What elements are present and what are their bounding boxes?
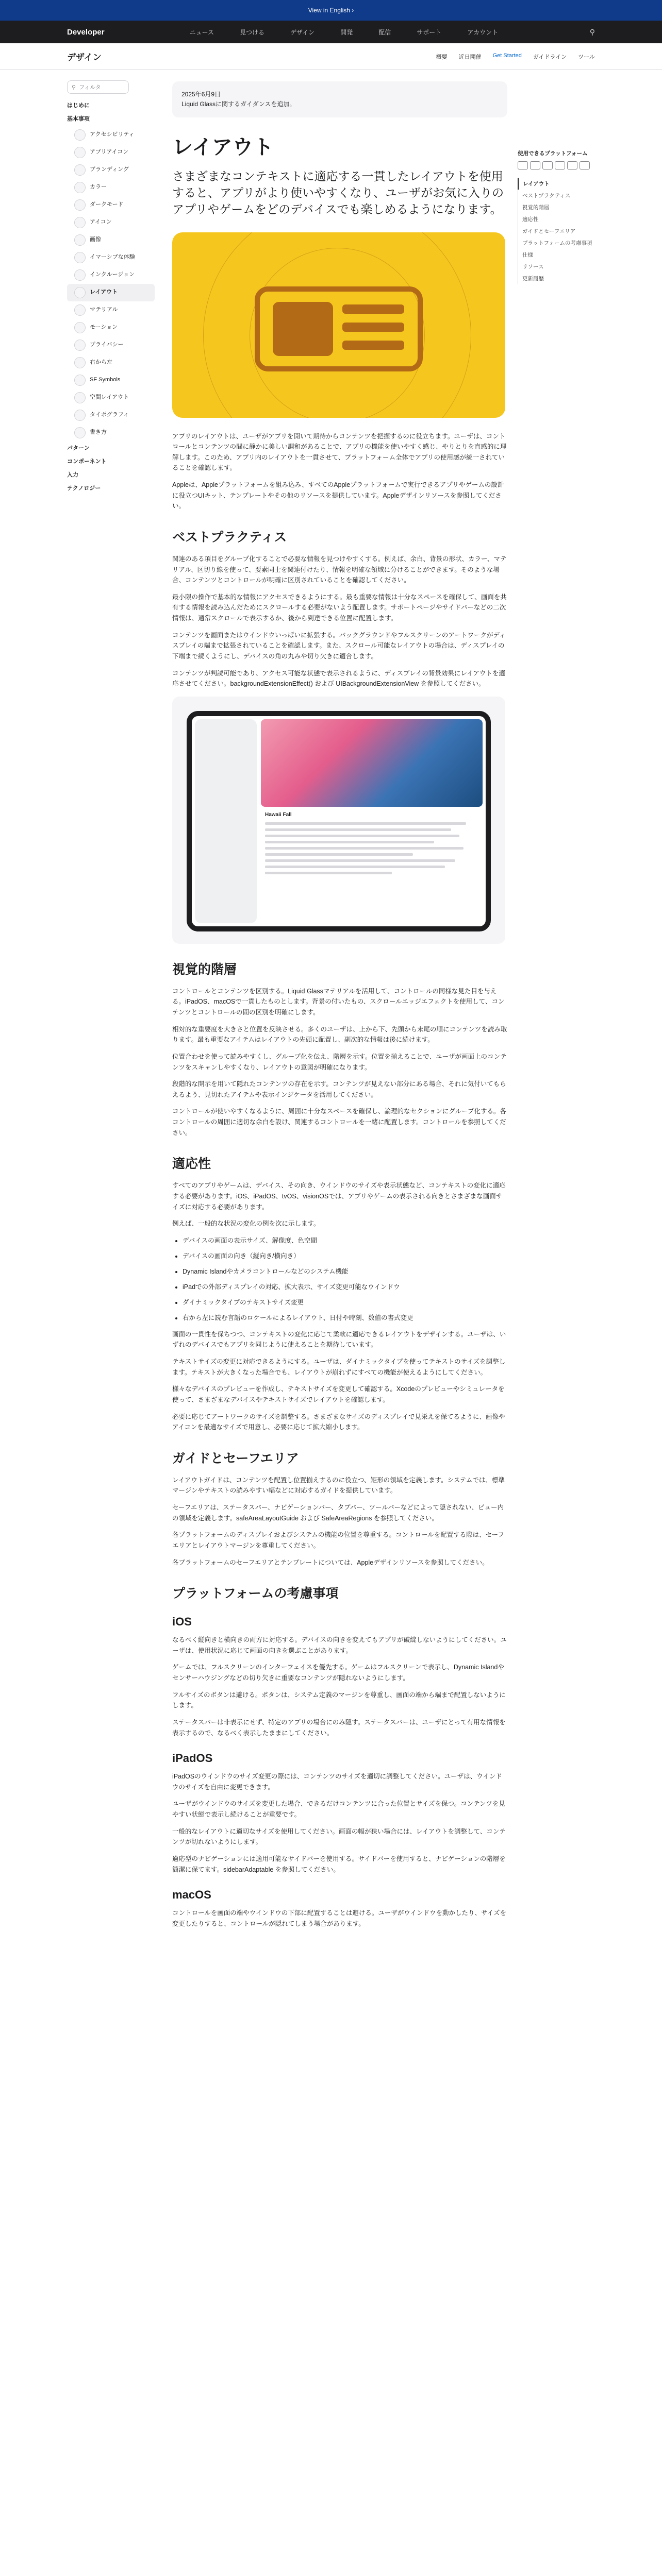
sidebar-item-patterns[interactable]: パターン [67, 445, 90, 451]
adapt-paragraph: テキストサイズの変更に対応できるようにする。ユーザは、ダイナミックタイプを使ってテキストのサイズを調整します。テキストが大きくなった場合でも、レイアウトが崩れずにすべての機能が使えるようにしてください。 [172, 1358, 506, 1376]
intro-paragraph: アプリのレイアウトは、ユーザがアプリを開いて期待からコンテンツを把握するのに役立ちます。ユーザは、コントロールとコンテンツの間に静かに美しい調和があることで、アプリの機能を使いやすく感じ、やりとりを直感的に理解します。このため、アプリ内のレイアウトを一貫させて、プラットフォーム全体でアプリの使用感が統一されていることを確認します。 [172, 432, 507, 472]
sidebar-item-spatial-layout[interactable]: 空間レイアウト [67, 389, 155, 406]
sidebar-item-inclusion[interactable]: インクルージョン [67, 266, 155, 284]
best-practice-paragraph: コンテンツが判読可能であり、アクセス可能な状態で表示されるように、ディスプレイの背景効果にレイアウトを適応させてください。backgroundExtensionEffect() および UIBackgroundExtensionView を参照してください。 [172, 669, 505, 688]
sidebar-item-immersive[interactable]: イマーシブな体験 [67, 249, 155, 266]
heading-platform-considerations: プラットフォームの考慮事項 [172, 1586, 339, 1601]
toc-item[interactable]: 更新履歴 [518, 273, 595, 284]
inclusion-icon [74, 269, 86, 281]
ios-paragraph: ゲームでは、フルスクリーンのインターフェイスを優先する。ゲームはフルスクリーンで表示し、Dynamic Islandやセンサーハウジングなどの切り欠きに重要なコンテンツが隠れないようにします。 [172, 1664, 504, 1682]
nav-design[interactable]: デザイン [290, 28, 315, 36]
ipad-caption: Hawaii Fall [265, 811, 292, 818]
toc-item[interactable]: ベストプラクティス [518, 190, 595, 201]
tv-icon [555, 161, 565, 170]
platform-icons [518, 161, 595, 170]
sidebar-item-motion[interactable]: モーション [67, 319, 155, 336]
writing-icon [74, 427, 86, 438]
materials-icon [74, 304, 86, 316]
localnav-get-started[interactable]: Get Started [492, 52, 522, 59]
best-practice-paragraph: 関連のある項目をグループ化することで必要な情報を見つけやすくする。例えば、余白、背景の形状、カラー、マテリアル、区切り線を使って、要素同士を関連付けたり、情報を明確な領域に分けることができます。そのような場合、コンテンツとコントロールが明確に区別されていることを確認してください。 [172, 555, 507, 584]
sidebar-item-branding[interactable]: ブランディング [67, 161, 155, 179]
nav-discover[interactable]: 見つける [240, 28, 265, 36]
sidebar-item-sf-symbols[interactable]: SF Symbols [67, 371, 155, 389]
heading-visual-hierarchy: 視覚的階層 [172, 962, 237, 977]
visual-paragraph: 相対的な重要度を大きさと位置を反映させる。多くのユーザは、上から下、先頭から末尾の順にコンテンツを読み取ります。最も重要なアイテムはレイアウトの先頭に配置し、副次的な情報は後に続けます。 [172, 1025, 507, 1044]
sidebar-item-typography[interactable]: タイポグラフィ [67, 406, 155, 424]
list-item: • 右から左に読む言語のロケールによるレイアウト、日付や時刻、数値の書式変更 [183, 1313, 507, 1323]
ipad-device-frame [187, 711, 491, 931]
nav-develop[interactable]: 開発 [340, 28, 353, 36]
heading-guides-safe-areas: ガイドとセーフエリア [172, 1451, 299, 1466]
privacy-icon [74, 340, 86, 351]
ipados-paragraph: iPadOSのウインドウのサイズ変更の際には、コンテンツのサイズを適切に調整してください。ユーザは、ウインドウのサイズを自由に変更できます。 [172, 1773, 502, 1791]
heading-macos: macOS [172, 1888, 211, 1902]
toc-heading: 使用できるプラットフォーム [518, 150, 588, 157]
images-icon [74, 234, 86, 246]
note-text: Liquid Glassに関するガイダンスを追加。 [181, 100, 296, 108]
localnav-upcoming[interactable]: 近日開催 [458, 54, 482, 60]
toc-item[interactable]: 視覚的階層 [518, 201, 595, 213]
ipados-paragraph: ユーザがウインドウのサイズを変更した場合、できるだけコンテンツに合った位置とサイズを保つ。コンテンツを見やすい状態で表示し続けることが重要です。 [172, 1800, 505, 1819]
ios-paragraph: なるべく縦向きと横向きの両方に対応する。デバイスの向きを変えてもアプリが破綻しないようにしてください。ユーザは、使用状況に応じて画面の向きを選ぶことがあります。 [172, 1636, 507, 1654]
branding-icon [74, 164, 86, 176]
toc-item[interactable]: レイアウト [518, 178, 595, 190]
view-in-english-link[interactable]: View in English › [308, 7, 354, 14]
sidebar-item-materials[interactable]: マテリアル [67, 301, 155, 319]
list-item: • iPadでの外部ディスプレイの対応、拡大表示、サイズ変更可能なウインドウ [183, 1282, 507, 1292]
icons-icon [74, 217, 86, 228]
sidebar-item-foundations[interactable]: 基本事項 [67, 116, 90, 123]
sidebar-item-privacy[interactable]: プライバシー [67, 336, 155, 354]
iphone-icon [518, 161, 528, 170]
heading-ipados: iPadOS [172, 1752, 213, 1765]
immersive-icon [74, 252, 86, 263]
app-icon-icon [74, 147, 86, 158]
global-nav-links [129, 28, 559, 37]
language-banner[interactable] [0, 0, 662, 21]
sidebar-item-rtl[interactable]: 右から左 [67, 354, 155, 371]
list-item: • デバイスの画面の表示サイズ、解像度、色空間 [183, 1235, 507, 1246]
nav-news[interactable]: ニュース [189, 28, 214, 36]
rtl-icon [74, 357, 86, 368]
sidebar-item-app-icons[interactable]: アプリアイコン [67, 144, 155, 161]
macos-paragraph: コントロールを画面の端やウインドウの下部に配置することは避ける。ユーザがウインドウを動かしたり、サイズを変更したりすると、コントロールが隠れてしまう場合があります。 [172, 1909, 507, 1927]
content-block-shape [273, 302, 333, 356]
sidebar [67, 70, 155, 1935]
sf-symbols-icon [74, 375, 86, 386]
developer-brand[interactable]: Developer [67, 27, 105, 37]
best-practice-paragraph: コンテンツを画面またはウインドウいっぱいに拡張する。バックグラウンドやフルスクリーンのアートワークがディスプレイの端まで拡張されていることを確認します。また、スクロール可能なレイアウトの場合は、ディスプレイの下端まで続くようにし、デバイスの角の丸みや切り欠きに適合します。 [172, 631, 506, 660]
motion-icon [74, 322, 86, 333]
nav-support[interactable]: サポート [417, 28, 442, 36]
heading-best-practices: ベストプラクティス [172, 530, 287, 545]
adapt-list-intro: 例えば、一般的な状況の変化の例を次に示します。 [172, 1220, 320, 1228]
toc-item[interactable]: プラットフォームの考慮事項 [518, 237, 595, 249]
sidebar-item-technologies[interactable]: テクノロジー [67, 485, 101, 492]
ios-paragraph: フルサイズのボタンは避ける。ボタンは、システム定義のマージンを尊重し、画面の端から端まで配置しないようにします。 [172, 1691, 506, 1709]
guides-paragraph: 各プラットフォームのディスプレイおよびシステムの機能の位置を尊重する。コントロールを配置する際は、セーフエリアとレイアウトマージンを尊重してください。 [172, 1531, 505, 1549]
section-title[interactable]: デザイン [67, 53, 102, 62]
page-title: レイアウト [172, 136, 274, 159]
nav-distribute[interactable]: 配信 [378, 28, 391, 36]
adapt-paragraph: 必要に応じてアートワークのサイズを調整する。さまざまなサイズのディスプレイで見栄えを保てるように、画像やアイコンを最適なサイズで用意し、必要に応じて拡大縮小します。 [172, 1413, 505, 1431]
filter-placeholder: フィルタ [79, 84, 101, 91]
mac-icon [542, 161, 553, 170]
layout-hero-illustration [172, 232, 505, 418]
visual-paragraph: 段階的な開示を用いて隠れたコンテンツの存在を示す。コンテンツが見えない部分にある場合、それに気付いてもらえるよう、見切れたアイテムや表示インジケータを活用してください。 [172, 1080, 506, 1098]
note-date: 2025年6月9日 [181, 91, 221, 98]
sidebar-item-layout[interactable]: レイアウト [67, 284, 155, 301]
localnav-overview[interactable]: 概要 [436, 54, 448, 60]
list-item: • デバイスの画面の向き（縦向き/横向き） [183, 1251, 507, 1261]
magnifier-icon[interactable]: ⚲ [589, 27, 595, 36]
local-nav-links [436, 53, 595, 61]
best-practice-paragraph: 最小限の操作で基本的な情報にアクセスできるようにする。最も重要な情報は十分なスペースを確保して、画面を共有する情報を読み込んだためにスクロールする必要がないよう配置します。サポートページやサイドバーなどの二次情報は、通常スクロールで表示するか、後から到達できる位置に配置します。 [172, 593, 507, 622]
sidebar-item-images[interactable]: 画像 [67, 231, 155, 249]
ios-paragraph: ステータスバーは非表示にせず、特定のアプリの場合にのみ隠す。ステータスバーは、ユーザにとって有用な情報を表示するので、なるべく表示したままにしてください。 [172, 1718, 506, 1737]
local-nav [0, 43, 662, 70]
sidebar-item-dark-mode[interactable]: ダークモード [67, 196, 155, 214]
toc-item[interactable]: ガイドとセーフエリア [518, 225, 595, 237]
guides-paragraph: 各プラットフォームのセーフエリアとテンプレートについては、Appleデザインリソースを参照してください。 [172, 1558, 489, 1566]
ipad-example-figure [172, 697, 505, 944]
ipad-icon [530, 161, 540, 170]
global-nav [0, 21, 662, 43]
spatial-layout-icon [74, 392, 86, 403]
color-icon [74, 182, 86, 193]
ipados-paragraph: 一般的なレイアウトに適切なサイズを使用してください。画面の幅が狭い場合には、レイアウトを調整して、コンテンツが切れないようにします。 [172, 1827, 506, 1846]
layout-icon [74, 287, 86, 298]
sidebar-item-icons[interactable]: アイコン [67, 214, 155, 231]
sidebar-item-getting-started[interactable]: はじめに [67, 103, 90, 109]
visual-paragraph: 位置合わせを使って読みやすくし、グループ化を伝え、階層を示す。位置を揃えることで、ユーザが画面上のコンテンツをスキャンしやすくなり、レイアウトの意図が明確になります。 [172, 1053, 507, 1071]
sidebar-item-accessibility[interactable]: アクセシビリティ [67, 126, 155, 144]
ipad-sidebar [195, 719, 257, 923]
visual-paragraph: コントロールが使いやすくなるように、周囲に十分なスペースを確保し、論理的なセクションにグループ化する。各コントロールの周囲に適切な余白を設け、関連するコントロールを一緒に配置します。コントロールを参照してください。 [172, 1108, 506, 1137]
typography-icon [74, 410, 86, 421]
content-line-shape [342, 304, 404, 314]
list-item: • Dynamic Islandやカメラコントロールなどのシステム機能 [183, 1266, 507, 1277]
content-line-shape [342, 341, 404, 350]
localnav-tools[interactable]: ツール [578, 54, 595, 60]
vision-icon [567, 161, 577, 170]
heading-adaptability: 適応性 [172, 1157, 211, 1172]
sidebar-item-inputs[interactable]: 入力 [67, 472, 78, 479]
page-lead: さまざまなコンテキストに適応する一貫したレイアウトを使用すると、アプリがより使いやすくなり、ユーザがお気に入りのアプリやゲームをどのデバイスでも楽しめるようになります。 [172, 170, 504, 216]
sidebar-item-color[interactable]: カラー [67, 179, 155, 196]
main-content [172, 70, 507, 1935]
ipad-text-lines [265, 822, 476, 878]
guides-paragraph: レイアウトガイドは、コンテンツを配置し位置揃えするのに役立つ、矩形の領域を定義します。システムでは、標準マージンやテキストの読みやすい幅などに対応するガイドを提供しています。 [172, 1476, 505, 1495]
toc-item[interactable]: リソース [518, 261, 595, 273]
sidebar-item-writing[interactable]: 書き方 [67, 424, 155, 442]
adapt-paragraph: 画面の一貫性を保ちつつ、コンテキストの変化に応じて柔軟に適応できるレイアウトをデザインする。ユーザは、いずれのデバイスでもアプリを同じように使えることを期待しています。 [172, 1330, 506, 1349]
filter-field[interactable] [67, 80, 129, 94]
table-of-contents [518, 149, 595, 284]
toc-item[interactable]: 適応性 [518, 213, 595, 225]
ipados-paragraph: 適応型のナビゲーションには適用可能なサイドバーを使用する。サイドバーを使用すると、ナビゲーションの階層を簡潔に保てます。sidebarAdaptable を参照してください。 [172, 1855, 506, 1873]
accessibility-icon [74, 129, 86, 141]
sidebar-item-components[interactable]: コンポーネント [67, 458, 107, 465]
adapt-list [172, 1235, 507, 1323]
watch-icon [580, 161, 590, 170]
dark-mode-icon [74, 199, 86, 211]
list-item: • ダイナミックタイプのテキストサイズ変更 [183, 1297, 507, 1308]
content-line-shape [342, 323, 404, 332]
nav-account[interactable]: アカウント [467, 28, 499, 36]
visual-paragraph: コントロールとコンテンツを区別する。Liquid Glassマテリアルを活用して、コントロールの同様な見た目を与える。iPadOS、macOSで一貫したものとします。背景の付いたもの、スクロールエッジエフェクトを使用して、コンテンツとコントロールの間の区別を明確にします。 [172, 987, 505, 1016]
toc-item[interactable]: 仕様 [518, 249, 595, 261]
adapt-intro: すべてのアプリやゲームは、デバイス、その向き、ウインドウのサイズや表示状態など、コンテキストの変化に適応する必要があります。iOS、iPadOS、tvOS、visionOSでは、アプリやゲームの表示される向きとさまざまな画面サイズに対応する必要があります。 [172, 1182, 506, 1211]
localnav-guidelines[interactable]: ガイドライン [533, 54, 567, 60]
update-note [172, 81, 507, 117]
filter-icon: ⚲ [72, 84, 76, 91]
flower-photo [261, 719, 483, 807]
guides-paragraph: セーフエリアは、ステータスバー、ナビゲーションバー、タブバー、ツールバーなどによって隠されない、ビュー内の領域を定義します。safeAreaLayoutGuide および SafeAreaRegions を参照してください。 [172, 1504, 504, 1522]
heading-ios: iOS [172, 1615, 192, 1629]
intro-paragraph: Appleは、Appleプラットフォームを組み込み、すべてのAppleプラットフォームで実行できるアプリやゲームの設計に役立つUIキット、テンプレートやその他のリソースを提供しています。Appleデザインリソースを参照してください。 [172, 481, 504, 510]
adapt-paragraph: 様々なデバイスのプレビューを作成し、テキストサイズを変更して確認する。Xcodeのプレビューやシミュレータを使って、さまざまなデバイスやテキストサイズでレイアウトを確認します。 [172, 1385, 505, 1403]
